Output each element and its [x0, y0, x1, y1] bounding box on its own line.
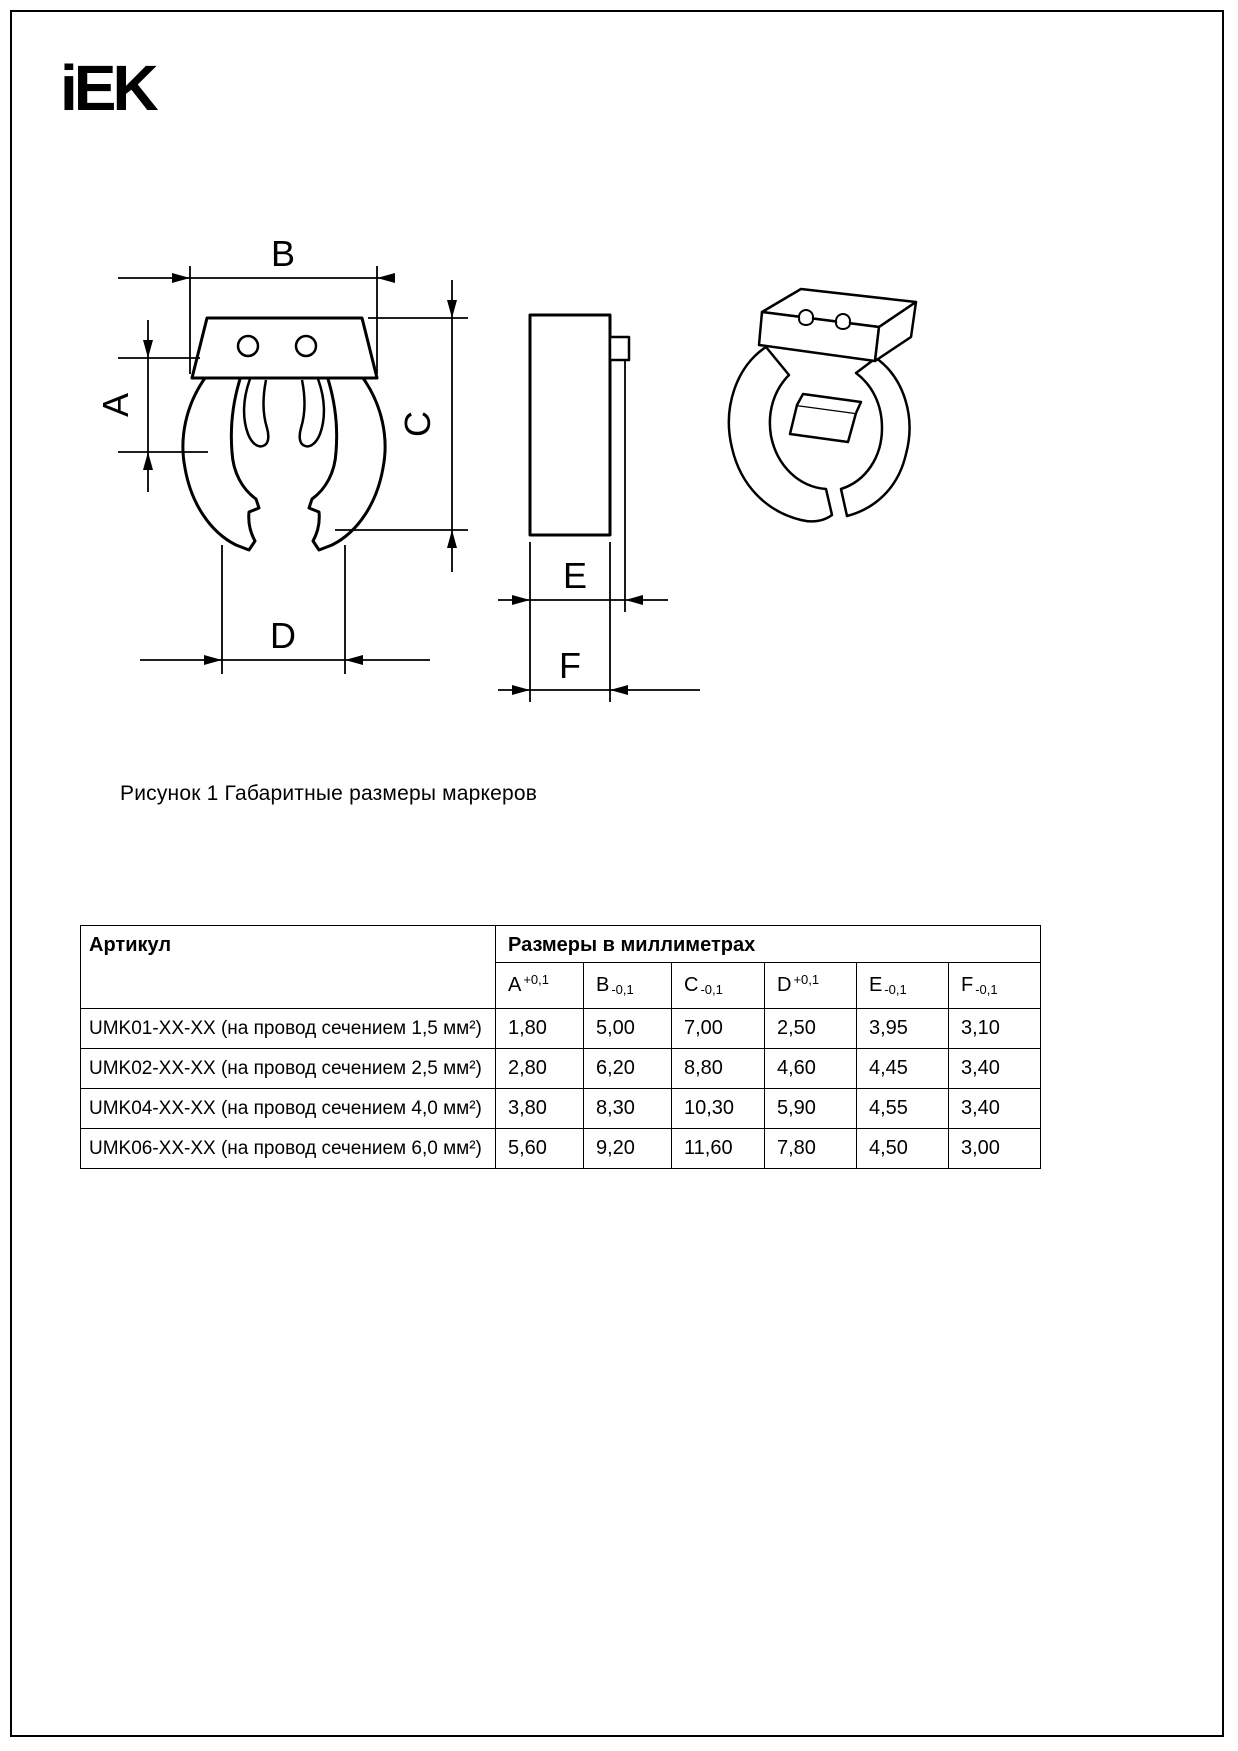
value-cell: 11,60	[672, 1129, 765, 1169]
value-cell: 3,00	[949, 1129, 1041, 1169]
article-cell: UMK06-XX-XX (на провод сечением 6,0 мм²)	[81, 1129, 496, 1169]
front-prong-right	[300, 379, 324, 446]
value-cell: 5,90	[765, 1089, 857, 1129]
iso-arm-right	[841, 358, 909, 516]
value-cell: 3,95	[857, 1009, 949, 1049]
dimensions-table	[80, 925, 1041, 1169]
dim-label-f: F	[559, 645, 581, 686]
value-cell: 6,20	[584, 1049, 672, 1089]
col-tolerance: -0,1	[884, 982, 907, 997]
article-cell: UMK02-XX-XX (на провод сечением 2,5 мм²)	[81, 1049, 496, 1089]
col-letter: D	[777, 974, 792, 996]
col-letter: C	[684, 974, 699, 996]
value-cell: 5,00	[584, 1009, 672, 1049]
value-cell: 1,80	[496, 1009, 584, 1049]
col-tolerance: -0,1	[700, 982, 723, 997]
figure-caption: Рисунок 1 Габаритные размеры маркеров	[120, 782, 538, 805]
iso-pin-right-base	[836, 323, 850, 329]
table-row	[81, 1049, 1041, 1089]
col-header-b	[584, 963, 672, 1009]
dim-label-b: B	[270, 233, 296, 274]
col-tolerance: -0,1	[611, 982, 634, 997]
front-hole-left	[238, 336, 258, 356]
iek-logo-text: iEK	[60, 52, 155, 124]
side-view	[530, 315, 629, 535]
table-header-row	[81, 926, 1041, 963]
value-cell: 3,40	[949, 1049, 1041, 1089]
value-cell: 4,45	[857, 1049, 949, 1089]
value-cell: 4,60	[765, 1049, 857, 1089]
col-letter: A	[508, 974, 522, 996]
value-cell: 7,00	[672, 1009, 765, 1049]
front-view	[183, 318, 385, 550]
dim-label-d: D	[270, 615, 296, 656]
value-cell: 9,20	[584, 1129, 672, 1169]
front-head	[192, 318, 377, 378]
iso-view	[729, 289, 916, 521]
value-cell: 2,80	[496, 1049, 584, 1089]
col-header-e	[857, 963, 949, 1009]
front-ring-right	[309, 378, 385, 550]
col-header-a	[496, 963, 584, 1009]
sizes-header: Размеры в миллиметрах	[496, 926, 1041, 963]
value-cell: 3,80	[496, 1089, 584, 1129]
dim-label-a: A	[95, 392, 136, 418]
iso-pin-left-base	[799, 319, 813, 325]
value-cell: 4,55	[857, 1089, 949, 1129]
dim-label-c: C	[397, 411, 438, 437]
col-letter: B	[596, 974, 610, 996]
col-header-c	[672, 963, 765, 1009]
value-cell: 3,10	[949, 1009, 1041, 1049]
article-header: Артикул	[81, 926, 496, 1009]
table-row	[81, 1009, 1041, 1049]
col-tolerance: +0,1	[523, 972, 550, 987]
value-cell: 8,30	[584, 1089, 672, 1129]
side-tab	[610, 337, 629, 360]
value-cell: 5,60	[496, 1129, 584, 1169]
table-row	[81, 1089, 1041, 1129]
article-cell: UMK01-XX-XX (на провод сечением 1,5 мм²)	[81, 1009, 496, 1049]
side-body	[530, 315, 610, 535]
col-header-f	[949, 963, 1041, 1009]
col-tolerance: -0,1	[975, 982, 998, 997]
front-prong-left	[244, 379, 268, 446]
article-cell: UMK04-XX-XX (на провод сечением 4,0 мм²)	[81, 1089, 496, 1129]
value-cell: 4,50	[857, 1129, 949, 1169]
col-letter: E	[869, 974, 883, 996]
col-letter: F	[961, 974, 974, 996]
front-hole-right	[296, 336, 316, 356]
dim-label-e: E	[562, 555, 588, 596]
col-tolerance: +0,1	[793, 972, 820, 987]
table-row	[81, 1129, 1041, 1169]
value-cell: 10,30	[672, 1089, 765, 1129]
col-header-d	[765, 963, 857, 1009]
front-ring-left	[183, 378, 259, 550]
dimensional-drawing	[0, 0, 1238, 810]
value-cell: 2,50	[765, 1009, 857, 1049]
value-cell: 3,40	[949, 1089, 1041, 1129]
value-cell: 7,80	[765, 1129, 857, 1169]
value-cell: 8,80	[672, 1049, 765, 1089]
